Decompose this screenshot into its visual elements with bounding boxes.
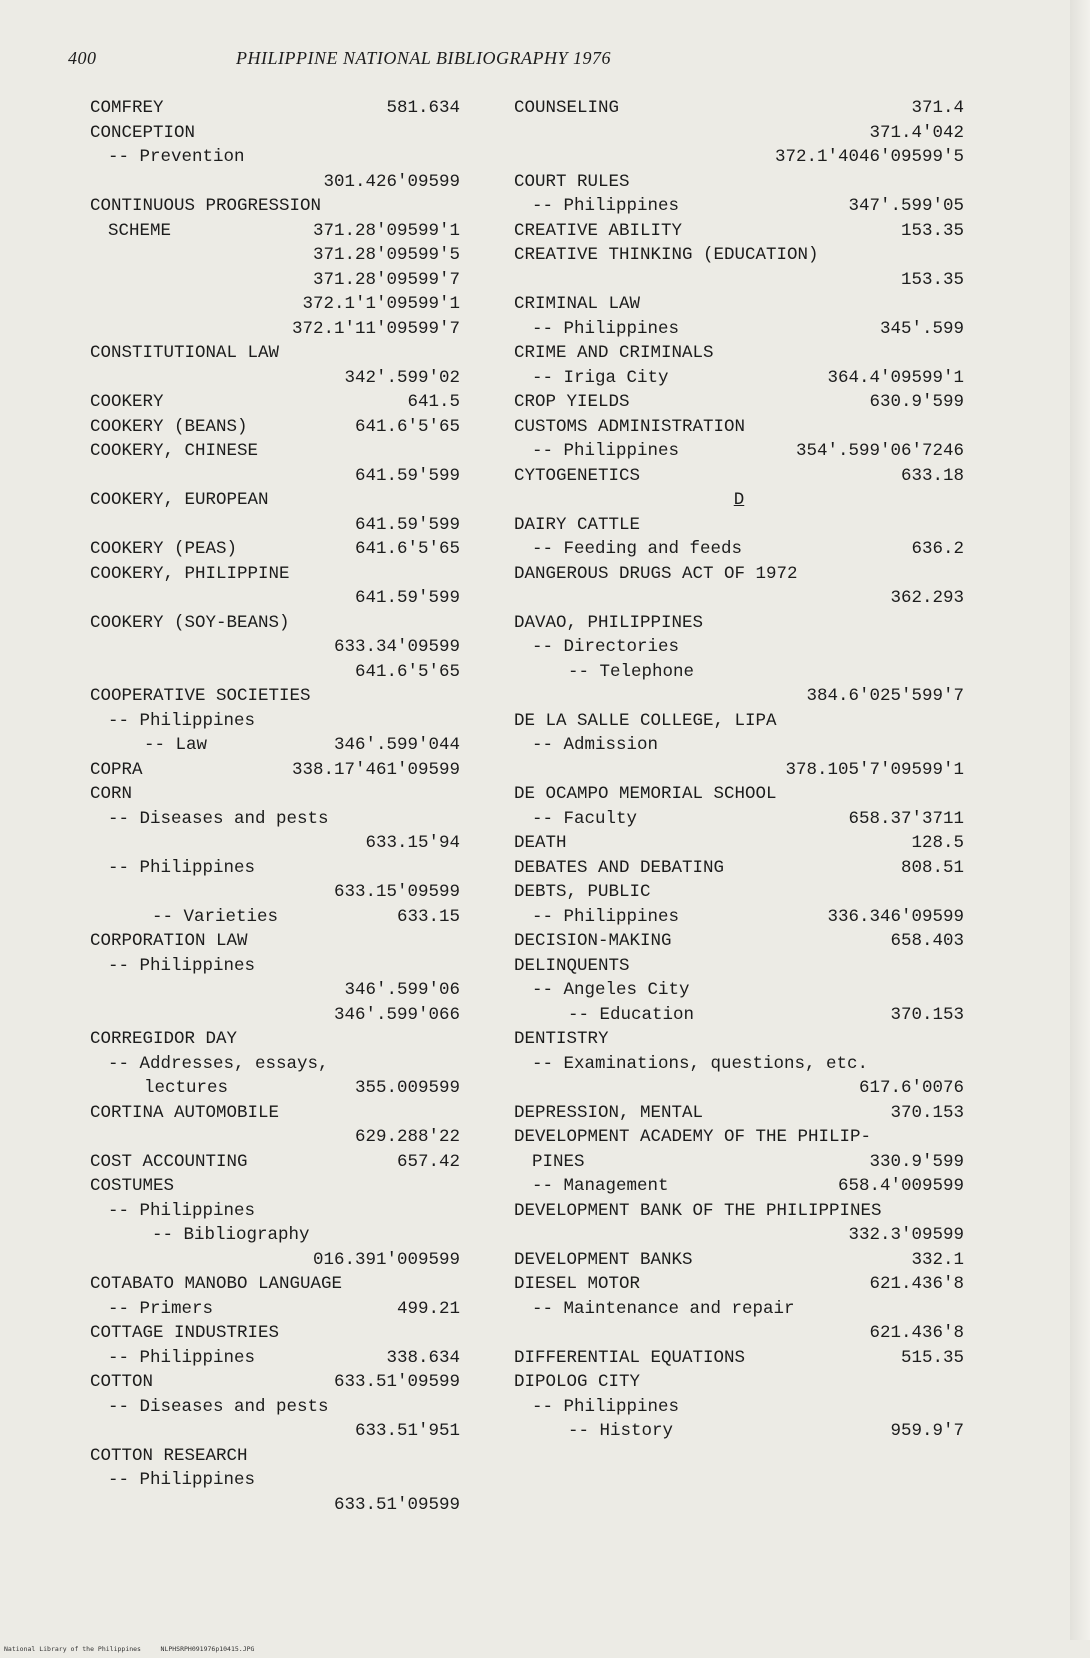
- class-number: 633.34'09599: [333, 637, 460, 657]
- subject-heading: COOKERY, PHILIPPINE: [90, 563, 290, 584]
- index-entry: [514, 978, 964, 1003]
- class-number: 330.9'599: [869, 1151, 964, 1172]
- subject-heading: -- Bibliography: [152, 1225, 310, 1245]
- index-entry: [90, 1125, 460, 1150]
- left-index-column: [90, 96, 460, 1517]
- class-number: 641.6'5'65: [354, 661, 460, 682]
- class-number: 808.51: [900, 857, 964, 878]
- class-number: 621.436'8: [869, 1274, 964, 1294]
- index-entry: [514, 292, 964, 317]
- class-number: 370.153: [890, 1102, 964, 1123]
- subject-heading: COTTAGE INDUSTRIES: [90, 1323, 280, 1343]
- class-number: 332.1: [911, 1249, 964, 1270]
- subject-heading: COOKERY: [90, 392, 164, 412]
- subject-heading: CONTINUOUS PROGRESSION: [90, 196, 322, 216]
- index-entry: [514, 488, 964, 513]
- class-number: 641.6'5'65: [354, 416, 460, 437]
- subject-heading: -- Education: [568, 1004, 695, 1025]
- index-entry: [90, 1272, 460, 1297]
- class-number: 621.436'8: [869, 1323, 964, 1343]
- subject-heading: COTABATO MANOBO LANGUAGE: [90, 1274, 343, 1294]
- index-entry: [514, 905, 964, 930]
- index-entry: [514, 1003, 964, 1028]
- page-number: 400: [68, 48, 97, 68]
- subject-heading: -- Philippines: [532, 441, 680, 461]
- index-entry: [514, 415, 964, 440]
- index-entry: [514, 1174, 964, 1199]
- index-entry: [514, 1297, 964, 1322]
- class-number: 633.18: [900, 465, 964, 486]
- class-number: 641.6'5'65: [354, 539, 460, 559]
- index-entry: [90, 978, 460, 1003]
- index-entry: [514, 1248, 964, 1273]
- class-number: 347'.599'05: [848, 196, 964, 216]
- class-number: 372.1'11'09599'7: [291, 318, 460, 339]
- index-entry: [90, 684, 460, 709]
- subject-heading: -- Philippines: [108, 710, 256, 731]
- index-entry: [514, 341, 964, 366]
- subject-heading: CYTOGENETICS: [514, 465, 641, 486]
- subject-heading: -- Philippines: [532, 1396, 680, 1417]
- index-entry: [90, 121, 460, 146]
- index-entry: [90, 390, 460, 415]
- subject-heading: DEVELOPMENT BANK OF THE PHILIPPINES: [514, 1200, 882, 1221]
- section-letter: D: [733, 490, 745, 510]
- index-entry: [514, 954, 964, 979]
- subject-heading: -- Philippines: [532, 196, 680, 216]
- subject-heading: SCHEME: [108, 220, 172, 241]
- class-number: 372.1'4046'09599'5: [774, 147, 964, 167]
- class-number: 153.35: [900, 269, 964, 290]
- subject-heading: COTTON: [90, 1372, 154, 1392]
- subject-heading: DELINQUENTS: [514, 955, 630, 976]
- subject-heading: DE LA SALLE COLLEGE, LIPA: [514, 710, 777, 731]
- subject-heading: COOKERY, CHINESE: [90, 441, 259, 461]
- index-entry: [90, 1297, 460, 1322]
- index-entry: [90, 709, 460, 734]
- subject-heading: COTTON RESEARCH: [90, 1445, 248, 1466]
- index-entry: [90, 96, 460, 121]
- index-entry: [514, 586, 964, 611]
- index-entry: [90, 1419, 460, 1444]
- index-entry: [90, 1346, 460, 1371]
- index-entry: [514, 1199, 964, 1224]
- subject-heading: -- Management: [532, 1176, 669, 1196]
- class-number: 354'.599'06'7246: [795, 441, 964, 461]
- class-number: 338.17'461'09599: [291, 759, 460, 780]
- index-entry: [90, 439, 460, 464]
- class-number: 641.5: [407, 392, 460, 412]
- index-entry: [514, 121, 964, 146]
- index-entry: [90, 243, 460, 268]
- class-number: 364.4'09599'1: [827, 367, 964, 388]
- subject-heading: DENTISTRY: [514, 1029, 609, 1049]
- subject-heading: CREATIVE ABILITY: [514, 220, 683, 241]
- subject-heading: COST ACCOUNTING: [90, 1151, 248, 1172]
- index-entry: [90, 782, 460, 807]
- index-entry: [90, 1101, 460, 1126]
- index-entry: [514, 684, 964, 709]
- index-entry: [90, 733, 460, 758]
- subject-heading: CONSTITUTIONAL LAW: [90, 343, 280, 363]
- class-number: 658.4'009599: [837, 1176, 964, 1196]
- subject-heading: -- Iriga City: [532, 367, 669, 388]
- index-entry: [90, 880, 460, 905]
- class-number: 371.4'042: [869, 122, 964, 143]
- index-entry: [90, 1493, 460, 1518]
- class-number: 515.35: [900, 1347, 964, 1368]
- class-number: 371.4: [911, 98, 964, 118]
- index-entry: [90, 537, 460, 562]
- class-number: 332.3'09599: [848, 1225, 964, 1245]
- index-entry: [514, 390, 964, 415]
- index-entry: [90, 145, 460, 170]
- index-entry: [90, 219, 460, 244]
- index-entry: [514, 1150, 964, 1175]
- class-number: 658.37'3711: [848, 808, 964, 829]
- class-number: 384.6'025'599'7: [806, 686, 964, 706]
- index-entry: [514, 268, 964, 293]
- index-entry: [514, 317, 964, 342]
- subject-heading: -- Philippines: [108, 955, 256, 976]
- subject-heading: DEBTS, PUBLIC: [514, 882, 651, 902]
- subject-heading: -- Primers: [108, 1298, 214, 1319]
- subject-heading: -- Philippines: [108, 857, 256, 878]
- subject-heading: -- Diseases and pests: [108, 808, 329, 829]
- index-entry: [90, 170, 460, 195]
- index-entry: [514, 831, 964, 856]
- subject-heading: -- Philippines: [532, 906, 680, 927]
- index-entry: [514, 537, 964, 562]
- subject-heading: DIPOLOG CITY: [514, 1372, 641, 1392]
- index-entry: [90, 611, 460, 636]
- class-number: 378.105'7'09599'1: [785, 759, 964, 780]
- subject-heading: -- Philippines: [108, 1200, 256, 1221]
- index-entry: [514, 1052, 964, 1077]
- subject-heading: DIESEL MOTOR: [514, 1274, 641, 1294]
- index-entry: [90, 856, 460, 881]
- class-number: 581.634: [386, 98, 460, 118]
- index-entry: [514, 1395, 964, 1420]
- index-entry: [90, 415, 460, 440]
- class-number: 128.5: [911, 833, 964, 853]
- index-entry: [90, 1395, 460, 1420]
- subject-heading: -- Addresses, essays,: [108, 1053, 329, 1074]
- index-entry: [90, 635, 460, 660]
- class-number: 345'.599: [879, 318, 964, 339]
- index-entry: [90, 1076, 460, 1101]
- class-number: 959.9'7: [890, 1421, 964, 1441]
- class-number: 633.51'09599: [333, 1372, 460, 1392]
- index-entry: [514, 611, 964, 636]
- subject-heading: COURT RULES: [514, 171, 630, 192]
- page-edge-shadow: [1070, 0, 1090, 1640]
- index-entry: [514, 929, 964, 954]
- subject-heading: DEVELOPMENT BANKS: [514, 1249, 693, 1270]
- index-entry: [90, 1052, 460, 1077]
- subject-heading: DANGEROUS DRUGS ACT OF 1972: [514, 563, 798, 584]
- class-number: 499.21: [396, 1298, 460, 1319]
- subject-heading: CRIME AND CRIMINALS: [514, 343, 714, 363]
- index-entry: [90, 268, 460, 293]
- class-number: 641.59'599: [354, 514, 460, 535]
- class-number: 372.1'1'09599'1: [302, 294, 460, 314]
- class-number: 630.9'599: [869, 392, 964, 412]
- index-entry: [90, 807, 460, 832]
- index-entry: [90, 831, 460, 856]
- index-entry: [514, 1321, 964, 1346]
- running-title: PHILIPPINE NATIONAL BIBLIOGRAPHY 1976: [236, 48, 611, 68]
- index-entry: [514, 660, 964, 685]
- scan-footer: National Library of the Philippines NLPHSRPH091976p10415.JPG: [4, 1645, 255, 1653]
- index-entry: [514, 439, 964, 464]
- index-entry: [90, 1027, 460, 1052]
- index-entry: [90, 562, 460, 587]
- subject-heading: COPRA: [90, 759, 143, 780]
- index-entry: [90, 366, 460, 391]
- class-number: 641.59'599: [354, 465, 460, 486]
- index-entry: [514, 145, 964, 170]
- class-number: 633.15: [396, 906, 460, 927]
- index-entry: [514, 635, 964, 660]
- class-number: 633.51'951: [354, 1421, 460, 1441]
- index-entry: [514, 709, 964, 734]
- class-number: 657.42: [396, 1151, 460, 1172]
- subject-heading: CRIMINAL LAW: [514, 294, 641, 314]
- subject-heading: COMFREY: [90, 98, 164, 118]
- subject-heading: COOKERY, EUROPEAN: [90, 490, 269, 510]
- class-number: 371.28'09599'5: [312, 245, 460, 265]
- index-entry: [514, 1223, 964, 1248]
- index-entry: [514, 366, 964, 391]
- class-number: 016.391'009599: [312, 1249, 460, 1270]
- class-number: 636.2: [911, 539, 964, 559]
- index-entry: [514, 219, 964, 244]
- index-entry: [90, 758, 460, 783]
- index-entry: [514, 96, 964, 121]
- class-number: 153.35: [900, 220, 964, 241]
- class-number: 338.634: [386, 1347, 460, 1368]
- class-number: 336.346'09599: [827, 906, 964, 927]
- index-entry: [90, 1248, 460, 1273]
- index-entry: [90, 1444, 460, 1469]
- index-entry: [514, 513, 964, 538]
- subject-heading: COSTUMES: [90, 1176, 175, 1196]
- subject-heading: PINES: [532, 1151, 585, 1172]
- subject-heading: -- Telephone: [568, 661, 695, 682]
- index-entry: [514, 1027, 964, 1052]
- class-number: 629.288'22: [354, 1127, 460, 1147]
- index-entry: [514, 1272, 964, 1297]
- subject-heading: COOKERY (SOY-BEANS): [90, 612, 290, 633]
- class-number: 301.426'09599: [323, 171, 460, 192]
- index-entry: [90, 292, 460, 317]
- subject-heading: COUNSELING: [514, 98, 620, 118]
- class-number: 641.59'599: [354, 588, 460, 608]
- subject-heading: CORN: [90, 784, 133, 804]
- index-entry: [514, 733, 964, 758]
- index-entry: [90, 513, 460, 538]
- subject-heading: COOKERY (PEAS): [90, 539, 238, 559]
- index-entry: [514, 880, 964, 905]
- class-number: 658.403: [890, 931, 964, 951]
- index-entry: [514, 1101, 964, 1126]
- subject-heading: DEPRESSION, MENTAL: [514, 1102, 704, 1123]
- index-entry: [90, 341, 460, 366]
- index-entry: [514, 1370, 964, 1395]
- index-entry: [514, 464, 964, 489]
- class-number: 346'.599'066: [333, 1004, 460, 1025]
- subject-heading: -- Angeles City: [532, 980, 690, 1000]
- class-number: 346'.599'044: [333, 735, 460, 755]
- right-index-column: [514, 96, 964, 1444]
- class-number: 633.51'09599: [333, 1494, 460, 1515]
- subject-heading: -- Philippines: [108, 1347, 256, 1368]
- index-entry: [90, 1199, 460, 1224]
- subject-heading: DEATH: [514, 833, 567, 853]
- index-entry: [90, 1321, 460, 1346]
- subject-heading: DEVELOPMENT ACADEMY OF THE PHILIP-: [514, 1127, 872, 1147]
- class-number: 370.153: [890, 1004, 964, 1025]
- class-number: 346'.599'06: [344, 980, 460, 1000]
- index-entry: [514, 1076, 964, 1101]
- index-entry: [90, 488, 460, 513]
- subject-heading: -- Philippines: [532, 318, 680, 339]
- index-entry: [514, 1419, 964, 1444]
- index-entry: [90, 1150, 460, 1175]
- index-entry: [90, 660, 460, 685]
- index-entry: [90, 1003, 460, 1028]
- index-entry: [90, 1223, 460, 1248]
- class-number: 371.28'09599'7: [312, 269, 460, 290]
- subject-heading: CREATIVE THINKING (EDUCATION): [514, 245, 819, 265]
- subject-heading: DAIRY CATTLE: [514, 514, 641, 535]
- subject-heading: CORREGIDOR DAY: [90, 1029, 238, 1049]
- index-entry: [90, 194, 460, 219]
- subject-heading: CORPORATION LAW: [90, 931, 248, 951]
- subject-heading: CONCEPTION: [90, 122, 196, 143]
- class-number: 617.6'0076: [858, 1078, 964, 1098]
- subject-heading: -- Admission: [532, 735, 659, 755]
- index-entry: [514, 758, 964, 783]
- subject-heading: lectures: [144, 1078, 229, 1098]
- subject-heading: DE OCAMPO MEMORIAL SCHOOL: [514, 784, 777, 804]
- subject-heading: DIFFERENTIAL EQUATIONS: [514, 1347, 746, 1368]
- index-entry: [514, 194, 964, 219]
- class-number: 362.293: [890, 588, 964, 608]
- subject-heading: -- Varieties: [152, 906, 279, 927]
- index-entry: [514, 807, 964, 832]
- subject-heading: DECISION-MAKING: [514, 931, 672, 951]
- index-entry: [90, 464, 460, 489]
- subject-heading: DAVAO, PHILIPPINES: [514, 612, 704, 633]
- index-entry: [90, 1370, 460, 1395]
- index-entry: [90, 954, 460, 979]
- index-entry: [90, 1468, 460, 1493]
- subject-heading: -- Prevention: [108, 147, 245, 167]
- class-number: 342'.599'02: [344, 367, 460, 388]
- subject-heading: COOPERATIVE SOCIETIES: [90, 686, 311, 706]
- subject-heading: -- Directories: [532, 637, 680, 657]
- subject-heading: CROP YIELDS: [514, 392, 630, 412]
- class-number: 633.15'09599: [333, 882, 460, 902]
- index-entry: [514, 1346, 964, 1371]
- subject-heading: -- Examinations, questions, etc.: [532, 1053, 869, 1074]
- index-entry: [514, 170, 964, 195]
- subject-heading: -- Faculty: [532, 808, 638, 829]
- subject-heading: COOKERY (BEANS): [90, 416, 248, 437]
- index-entry: [514, 562, 964, 587]
- subject-heading: -- History: [568, 1421, 674, 1441]
- subject-heading: -- Philippines: [108, 1470, 256, 1490]
- index-entry: [90, 1174, 460, 1199]
- subject-heading: -- Maintenance and repair: [532, 1298, 795, 1319]
- subject-heading: -- Diseases and pests: [108, 1396, 329, 1417]
- class-number: 355.009599: [354, 1078, 460, 1098]
- subject-heading: DEBATES AND DEBATING: [514, 857, 725, 878]
- index-entry: [514, 243, 964, 268]
- index-entry: [514, 856, 964, 881]
- subject-heading: CORTINA AUTOMOBILE: [90, 1102, 280, 1123]
- index-entry: [90, 586, 460, 611]
- subject-heading: -- Feeding and feeds: [532, 539, 743, 559]
- index-entry: [90, 929, 460, 954]
- class-number: 633.15'94: [365, 833, 460, 853]
- class-number: 371.28'09599'1: [312, 220, 460, 241]
- index-entry: [90, 317, 460, 342]
- index-entry: [514, 1125, 964, 1150]
- index-entry: [90, 905, 460, 930]
- subject-heading: CUSTOMS ADMINISTRATION: [514, 416, 746, 437]
- subject-heading: -- Law: [144, 735, 208, 755]
- index-entry: [514, 782, 964, 807]
